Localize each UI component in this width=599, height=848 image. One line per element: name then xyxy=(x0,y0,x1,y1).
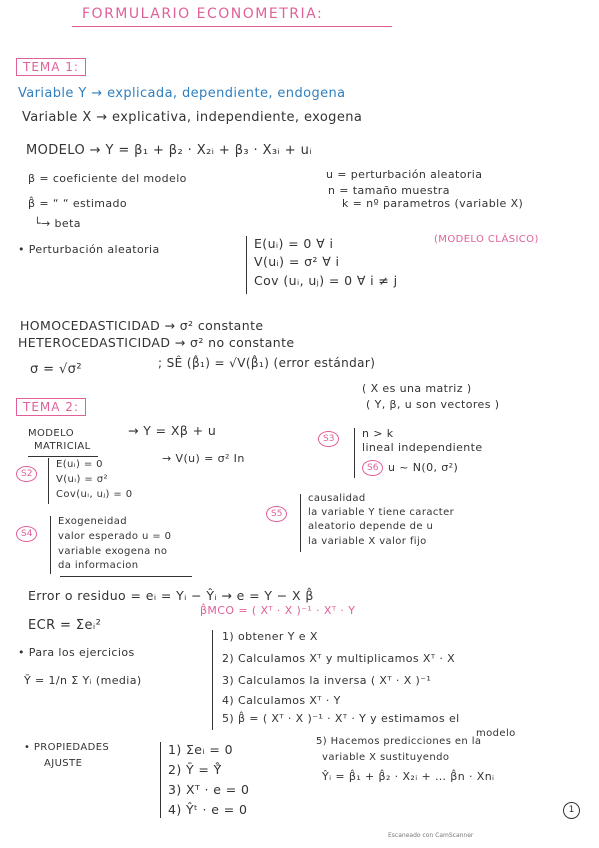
s3-badge: S3 xyxy=(318,431,339,447)
u-pert: u = perturbación aleatoria xyxy=(326,168,483,181)
k-params: k = nº parametros (variable X) xyxy=(342,197,524,210)
media-line: Ȳ = 1/n Σ Yᵢ (media) xyxy=(24,674,142,687)
step-2: 2) Calculamos Xᵀ y multiplicamos Xᵀ · X xyxy=(222,652,456,665)
prop-5b: variable X sustituyendo xyxy=(322,752,450,763)
steps-brace xyxy=(212,630,213,730)
modelo-matricial-1: MODELO xyxy=(28,428,75,439)
v-u: → V(u) = σ² In xyxy=(162,452,245,465)
s2-brace xyxy=(48,458,49,504)
pert-label: • Perturbación aleatoria xyxy=(18,243,160,256)
vectores: ( Y, β, u son vectores ) xyxy=(366,398,500,411)
prop-1: 1) Σeᵢ = 0 xyxy=(168,742,233,757)
step-1: 1) obtener Y e X xyxy=(222,630,318,643)
modelo-matricial-underline xyxy=(28,456,98,457)
pert-1: E(uᵢ) = 0 ∀ i xyxy=(254,236,334,251)
s5-badge: S5 xyxy=(266,506,287,522)
s5-3: aleatorio depende de u xyxy=(308,521,434,532)
s5-2: la variable Y tiene caracter xyxy=(308,507,455,518)
s3-brace xyxy=(354,428,355,478)
pert-brace xyxy=(246,236,247,294)
page-title: FORMULARIO ECONOMETRIA: xyxy=(82,6,324,22)
s4-3: variable exogena no xyxy=(58,546,168,557)
modelo-line: MODELO → Y = β₁ + β₂ · X₂ᵢ + β₃ · X₃ᵢ + uᵢ xyxy=(26,143,312,158)
prop-5c: Ŷᵢ = β̂₁ + β̂₂ · X₂ᵢ + … β̂n · Xnᵢ xyxy=(322,770,495,783)
modelo-eq: → Y = Xβ + u xyxy=(128,423,217,438)
title-underline xyxy=(72,26,392,27)
homo-line: HOMOCEDASTICIDAD → σ² constante xyxy=(20,318,264,333)
modelo-matricial-2: MATRICIAL xyxy=(34,441,91,452)
s2-badge: S2 xyxy=(16,466,37,482)
s5-4: la variable X valor fijo xyxy=(308,536,427,547)
page-number: 1 xyxy=(563,802,580,819)
prop-5a: 5) Hacemos predicciones en la xyxy=(316,736,482,747)
x-matriz: ( X es una matriz ) xyxy=(362,382,472,395)
s4-underline xyxy=(60,576,192,577)
modelo-clasico: (MODELO CLÁSICO) xyxy=(434,234,539,245)
s2-2: V(uᵢ) = σ² xyxy=(56,474,108,485)
s5-brace xyxy=(300,494,301,552)
tema1-label: TEMA 1: xyxy=(16,58,86,76)
sigma-line: σ = √σ² xyxy=(30,362,82,377)
step-5a: 5) β̂ = ( Xᵀ · X )⁻¹ · Xᵀ · Y y estimamos el xyxy=(222,712,460,725)
prop-4: 4) Ŷᵗ · e = 0 xyxy=(168,802,248,817)
ecr-line: ECR = Σeᵢ² xyxy=(28,618,102,633)
s2-3: Cov(uᵢ, uⱼ) = 0 xyxy=(56,489,133,500)
s6-text: u ~ N(0, σ²) xyxy=(388,461,459,474)
prop-2: 2) Ȳ = Ŷ̄ xyxy=(168,762,222,777)
prop-brace xyxy=(160,742,161,818)
step-5b: modelo xyxy=(476,728,516,739)
b-coef: β = coeficiente del modelo xyxy=(28,172,187,185)
hetero-line: HETEROCEDASTICIDAD → σ² no constante xyxy=(18,335,295,350)
propiedades-2: AJUSTE xyxy=(44,758,83,769)
step-3: 3) Calculamos la inversa ( Xᵀ · X )⁻¹ xyxy=(222,674,432,687)
s3-1: n > k xyxy=(362,427,394,440)
s6-badge: S6 xyxy=(362,460,383,476)
error-line: Error o residuo = eᵢ = Yᵢ − Ŷᵢ → e = Y − X β̂ xyxy=(28,588,314,603)
s3-2: lineal independiente xyxy=(362,441,483,454)
beta-hat: β̂ = “ “ estimado xyxy=(28,197,128,210)
beta-label: └→ beta xyxy=(34,217,81,230)
prop-3: 3) Xᵀ · e = 0 xyxy=(168,782,250,797)
var-x-line: Variable X → explicativa, independiente, exogena xyxy=(22,110,363,125)
bmco-line: β̂MCO = ( Xᵀ · X )⁻¹ · Xᵀ · Y xyxy=(200,604,356,617)
scanner-footer: Escaneado con CamScanner xyxy=(388,832,474,839)
s5-1: causalidad xyxy=(308,493,366,504)
s4-badge: S4 xyxy=(16,526,37,542)
tema2-label: TEMA 2: xyxy=(16,398,86,416)
propiedades-1: • PROPIEDADES xyxy=(24,742,110,753)
s4-brace xyxy=(50,516,51,574)
var-y-line: Variable Y → explicada, dependiente, endogena xyxy=(18,86,346,101)
n-size: n = tamaño muestra xyxy=(328,184,450,197)
s4-1: Exogeneidad xyxy=(58,516,128,527)
s4-4: da informacion xyxy=(58,560,139,571)
para-ejercicios: • Para los ejercicios xyxy=(18,646,135,659)
pert-2: V(uᵢ) = σ² ∀ i xyxy=(254,254,340,269)
pert-3: Cov (uᵢ, uⱼ) = 0 ∀ i ≠ j xyxy=(254,273,398,288)
step-4: 4) Calculamos Xᵀ · Y xyxy=(222,694,341,707)
s2-1: E(uᵢ) = 0 xyxy=(56,459,103,470)
se-line: ; SÊ (β̂₁) = √V(β̂₁) (error estándar) xyxy=(158,356,376,370)
s4-2: valor esperado u = 0 xyxy=(58,531,172,542)
